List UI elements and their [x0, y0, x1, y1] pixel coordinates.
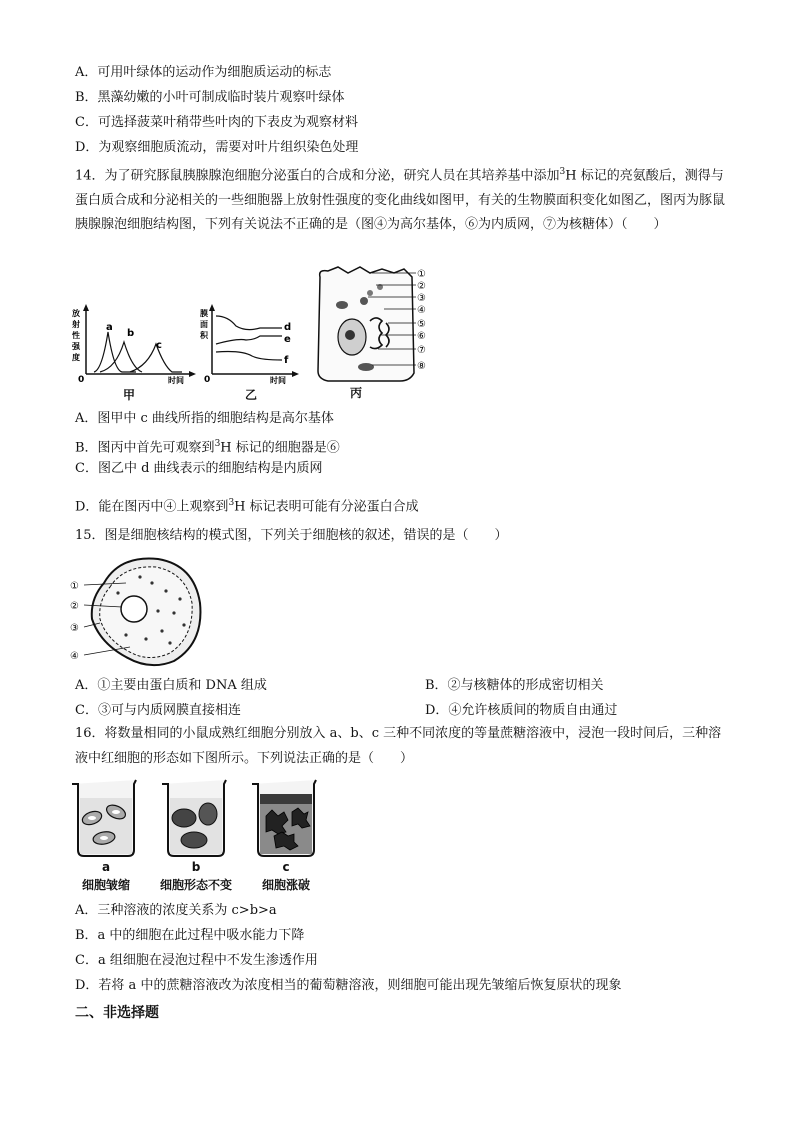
q16-beaker-c [252, 780, 316, 856]
q14-option-b-sup: 3 [214, 439, 221, 449]
q14-figA-xlabel: 时间 [168, 376, 184, 385]
q14-figB-curve-d [216, 316, 282, 330]
q14-figC-caption: 丙 [349, 386, 362, 400]
q14-figB-ylabel-3: 积 [200, 331, 208, 340]
q14-figC-label-4: ④ [417, 305, 426, 316]
q14-figC-label-2: ② [417, 281, 426, 292]
q14-figA-caption: 甲 [122, 388, 135, 402]
q14-figure-bing [312, 263, 434, 391]
q14-figC-label-1: ① [417, 269, 426, 280]
q16-beaker-b-letter: b [191, 860, 201, 874]
q14-figB-origin: 0 [204, 375, 211, 385]
q14-figB-curve-f [216, 352, 282, 361]
q14-option-d-part1: D．能在图丙中④上观察到 [75, 499, 229, 515]
q14-figA-label-a: a [106, 322, 113, 333]
q14-figC-vesicle-1 [360, 297, 368, 305]
q16-figure-beakers [70, 778, 350, 858]
q13-option-c: C．可选择菠菜叶稍带些叶肉的下表皮为观察材料 [75, 115, 358, 130]
q14-figA-origin: 0 [78, 375, 85, 385]
q14-figC-vesicle-2 [367, 290, 373, 296]
q14-option-d [75, 494, 419, 516]
q14-stem-sup: 3 [559, 167, 566, 177]
q16-option-a: A．三种溶液的浓度关系为 c>b>a [75, 903, 277, 918]
q14-figB-curve-e [216, 336, 282, 344]
q16-beaker-b-caption: 细胞形态不变 [159, 878, 232, 892]
q14-option-d-part2: H 标记表明可能有分泌蛋白合成 [234, 499, 419, 515]
q15-option-b: B．②与核糖体的形成密切相关 [425, 678, 604, 693]
q16-beaker-a-caption: 细胞皱缩 [81, 878, 130, 892]
q14-figA-ylabel-5: 度 [72, 353, 80, 362]
q14-figB-label-e: e [284, 334, 291, 345]
q15-stem: 15．图是细胞核结构的模式图，下列关于细胞核的叙述，错误的是（ ） [75, 528, 508, 543]
q14-stem-part1: 14．为了研究豚鼠胰腺腺泡细胞分泌蛋白的合成和分泌，研究人员在其培养基中添加 [75, 168, 560, 184]
q14-figB-label-f: f [284, 355, 289, 366]
q16-option-d: D．若将 a 中的蔗糖溶液改为浓度相当的葡萄糖溶液，则细胞可能出现先皱缩后恢复原状的现象 [75, 978, 622, 993]
q16-option-b: B．a 中的细胞在此过程中吸水能力下降 [75, 928, 305, 943]
q14-stem [75, 160, 725, 238]
q14-figA-label-c: c [156, 340, 162, 351]
q16-beaker-b [162, 780, 226, 856]
q16-beaker-a [72, 780, 136, 856]
q14-figA-ylabel-1: 放 [72, 309, 80, 318]
q14-figC-nucleolus [345, 330, 355, 340]
q14-figC-organelle [358, 363, 374, 371]
q14-figC-label-3: ③ [417, 293, 426, 304]
q14-option-c: C．图乙中 d 曲线表示的细胞结构是内质网 [75, 461, 323, 476]
q14-figC-mitochondrion [336, 301, 348, 309]
q15-label-4: ④ [70, 651, 79, 662]
q15-option-d: D．④允许核质间的物质自由通过 [425, 703, 618, 718]
section-heading-non-choice: 二、非选择题 [75, 1005, 159, 1021]
q13-option-d: D．为观察细胞质流动，需要对叶片组织染色处理 [75, 140, 359, 155]
q14-figC-label-6: ⑥ [417, 331, 426, 342]
q15-option-c: C．③可与内质网膜直接相连 [75, 703, 241, 718]
q14-figB-ylabel-2: 面 [200, 320, 208, 329]
q16-beaker-c-letter: c [282, 860, 290, 874]
q14-figC-label-8: ⑧ [417, 361, 426, 372]
q14-option-d-sup: 3 [228, 498, 235, 508]
q14-figA-ylabel-2: 射 [72, 320, 80, 329]
q15-label-2: ② [70, 601, 79, 612]
q14-figure-yi [198, 300, 300, 400]
q13-option-a: A．可用叶绿体的运动作为细胞质运动的标志 [75, 65, 332, 80]
q15-label-3: ③ [70, 623, 79, 634]
q14-figA-label-b: b [127, 328, 135, 339]
q15-figure-nucleus [70, 553, 210, 673]
q14-figB-caption: 乙 [244, 388, 257, 402]
q14-figC-label-7: ⑦ [417, 345, 426, 356]
q14-figB-label-d: d [284, 322, 292, 333]
q15-label-1: ① [70, 581, 79, 592]
q14-figB-ylabel-1: 膜 [200, 309, 208, 318]
q14-figure-jia [72, 300, 197, 400]
q15-option-a: A．①主要由蛋白质和 DNA 组成 [75, 678, 267, 693]
q16-beaker-c-caption: 细胞涨破 [261, 878, 310, 892]
q16-stem: 16．将数量相同的小鼠成熟红细胞分别放入 a、b、c 三种不同浓度的等量蔗糖溶液中，浸泡一段时间后，三种溶液中红细胞的形态如下图所示。下列说法正确的是（ ） [75, 726, 722, 766]
q15-nucleolus [121, 596, 147, 622]
q14-option-a: A．图甲中 c 曲线所指的细胞结构是高尔基体 [75, 411, 334, 426]
q16-beaker-a-letter: a [101, 860, 111, 874]
q13-option-b: B．黑藻幼嫩的小叶可制成临时装片观察叶绿体 [75, 90, 345, 105]
q14-figA-ylabel-4: 强 [72, 342, 80, 351]
q14-figC-label-5: ⑤ [417, 319, 426, 330]
q14-figA-ylabel-3: 性 [72, 331, 80, 340]
q14-figA-curve-b [100, 342, 142, 372]
q14-option-b-part2: H 标记的细胞器是⑥ [220, 440, 340, 456]
q14-option-b-part1: B．图丙中首先可观察到 [75, 440, 215, 456]
q14-option-b [75, 435, 340, 457]
q14-stem-part2: H 标记的亮氨酸后，测得与蛋白质合成和分泌相关的一些细胞器上放射性强度的变化曲线如图甲，有关的生物膜面积变化如图乙，图丙为豚鼠胰腺腺泡细胞结构图，下列有关说法不正确的是（图④为高尔基体，⑥为内质网，⑦为核糖体）（ ） [75, 168, 726, 233]
q16-option-c: C．a 组细胞在浸泡过程中不发生渗透作用 [75, 953, 318, 968]
q14-figB-xlabel: 时间 [270, 376, 286, 385]
